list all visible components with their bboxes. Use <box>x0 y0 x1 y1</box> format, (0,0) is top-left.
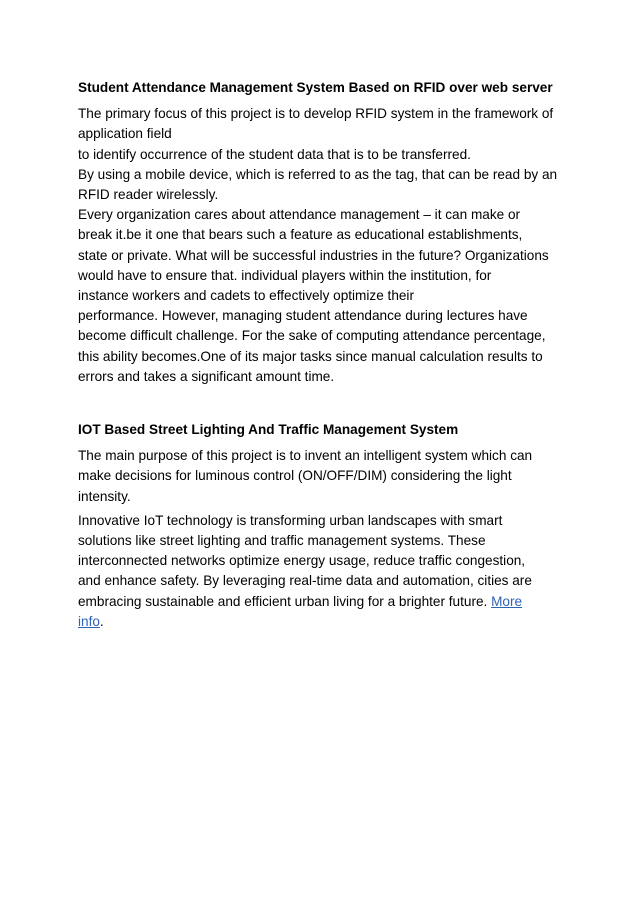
text-line: instance workers and cadets to effectively optimize their <box>78 288 414 304</box>
text-line: By using a mobile device, which is referred to as the tag, that can be read by an <box>78 166 558 182</box>
text-line: make decisions for luminous control (ON/OFF/DIM) considering the light <box>78 468 512 484</box>
iot-description-paragraph <box>78 511 570 632</box>
text-line: performance. However, managing student attendance during lectures have <box>78 308 528 324</box>
document-page <box>78 78 570 632</box>
text-line: Innovative IoT technology is transforming urban landscapes with smart <box>78 512 503 528</box>
text-line: break it.be it one that bears such a feature as educational establishments, <box>78 227 523 243</box>
more-info-link-part2[interactable]: info <box>78 613 100 629</box>
text-line: interconnected networks optimize energy usage, reduce traffic congestion, <box>78 553 526 569</box>
trailing-period: . <box>99 613 104 629</box>
text-segment: embracing sustainable and efficient urban living for a brighter future. <box>78 593 492 609</box>
text-line: solutions like street lighting and traffic management systems. These <box>78 533 486 549</box>
text-line: and enhance safety. By leveraging real-time data and automation, cities are <box>78 573 532 589</box>
section-heading-rfid: Student Attendance Management System Based on RFID over web server <box>78 80 553 95</box>
text-line: this ability becomes.One of its major tasks since manual calculation results to <box>78 348 543 364</box>
text-line: The main purpose of this project is to invent an intelligent system which can <box>78 448 533 464</box>
text-line: application field <box>78 126 172 142</box>
text-line: Every organization cares about attendance management – it can make or <box>78 207 521 223</box>
text-line: to identify occurrence of the student data that is to be transferred. <box>78 146 471 162</box>
more-info-link-part1[interactable]: More <box>491 593 523 609</box>
text-line: intensity. <box>78 488 131 504</box>
text-line: become difficult challenge. For the sake of computing attendance percentage, <box>78 328 546 344</box>
text-line-with-link <box>78 592 570 612</box>
text-line-with-link <box>78 612 570 632</box>
section-spacer <box>78 387 570 420</box>
rfid-paragraph <box>78 104 570 387</box>
text-line: RFID reader wirelessly. <box>78 187 219 203</box>
text-line: errors and takes a significant amount time. <box>78 368 335 384</box>
text-line: The primary focus of this project is to develop RFID system in the framework of <box>78 106 554 122</box>
text-line: state or private. What will be successful industries in the future? Organizations <box>78 247 549 263</box>
iot-purpose-paragraph <box>78 446 570 507</box>
text-line: would have to ensure that. individual players within the institution, for <box>78 267 492 283</box>
section-heading-iot: IOT Based Street Lighting And Traffic Management System <box>78 422 459 438</box>
